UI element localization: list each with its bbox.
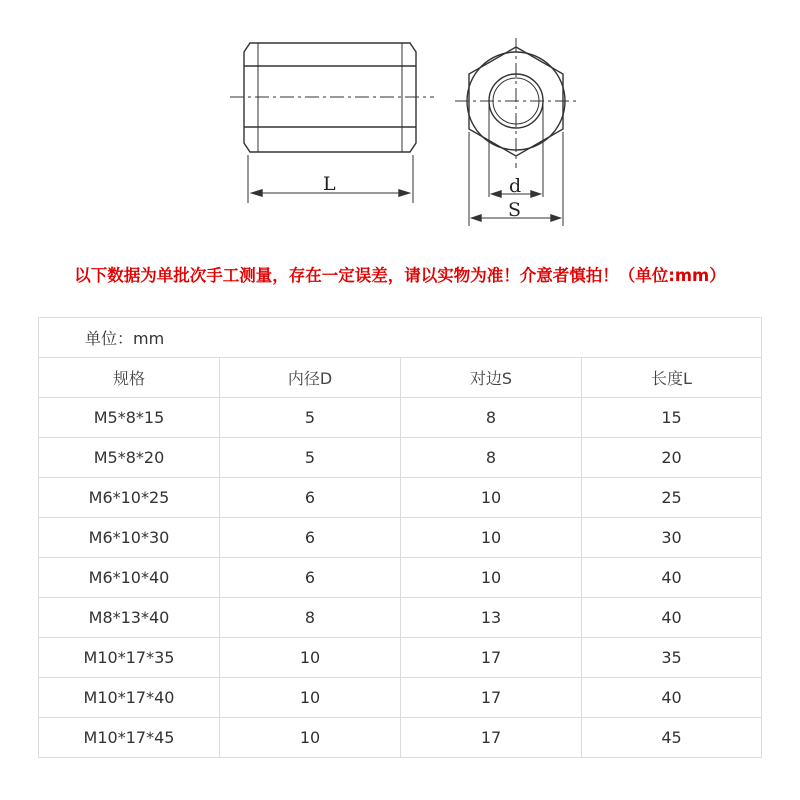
table-row — [39, 478, 762, 518]
cell-across-flats: 8 — [401, 398, 582, 438]
front-view — [455, 38, 578, 226]
cell-across-flats: 10 — [401, 558, 582, 598]
measurement-warning: 以下数据为单批次手工测量，存在一定误差，请以实物为准！介意者慎拍！（单位:mm） — [74, 266, 726, 285]
spec-table — [38, 317, 762, 758]
cell-spec: M5*8*20 — [39, 438, 220, 478]
table-row — [39, 598, 762, 638]
across-flats-label: S — [508, 199, 522, 221]
table-row — [39, 438, 762, 478]
table-row — [39, 518, 762, 558]
header-spec: 规格 — [39, 358, 220, 398]
cell-across-flats: 17 — [401, 678, 582, 718]
cell-inner-diameter: 6 — [220, 518, 401, 558]
cell-inner-diameter: 6 — [220, 558, 401, 598]
cell-across-flats: 10 — [401, 478, 582, 518]
table-row — [39, 558, 762, 598]
cell-inner-diameter: 6 — [220, 478, 401, 518]
cell-length: 25 — [582, 478, 762, 518]
cell-inner-diameter: 10 — [220, 678, 401, 718]
cell-length: 20 — [582, 438, 762, 478]
cell-length: 15 — [582, 398, 762, 438]
cell-length: 40 — [582, 598, 762, 638]
cell-spec: M5*8*15 — [39, 398, 220, 438]
cell-length: 40 — [582, 558, 762, 598]
table-row — [39, 638, 762, 678]
cell-length: 30 — [582, 518, 762, 558]
cell-across-flats: 13 — [401, 598, 582, 638]
cell-spec: M10*17*35 — [39, 638, 220, 678]
header-length: 长度L — [582, 358, 762, 398]
header-across-flats: 对边S — [401, 358, 582, 398]
header-row — [39, 358, 762, 398]
inner-diameter-label: d — [509, 175, 522, 197]
cell-spec: M6*10*40 — [39, 558, 220, 598]
cell-inner-diameter: 5 — [220, 438, 401, 478]
cell-inner-diameter: 10 — [220, 718, 401, 758]
cell-across-flats: 17 — [401, 638, 582, 678]
table-row — [39, 398, 762, 438]
cell-length: 40 — [582, 678, 762, 718]
technical-drawing — [0, 0, 800, 240]
cell-spec: M10*17*45 — [39, 718, 220, 758]
cell-across-flats: 10 — [401, 518, 582, 558]
cell-inner-diameter: 10 — [220, 638, 401, 678]
cell-spec: M6*10*25 — [39, 478, 220, 518]
hex-coupling-nut-drawing — [0, 0, 800, 240]
unit-row — [39, 318, 762, 358]
cell-spec: M8*13*40 — [39, 598, 220, 638]
cell-across-flats: 8 — [401, 438, 582, 478]
cell-length: 35 — [582, 638, 762, 678]
cell-spec: M10*17*40 — [39, 678, 220, 718]
header-inner-diameter: 内径D — [220, 358, 401, 398]
cell-length: 45 — [582, 718, 762, 758]
cell-spec: M6*10*30 — [39, 518, 220, 558]
unit-label: 单位：mm — [39, 318, 762, 358]
cell-inner-diameter: 8 — [220, 598, 401, 638]
cell-across-flats: 17 — [401, 718, 582, 758]
length-label: L — [323, 173, 336, 195]
table-row — [39, 718, 762, 758]
cell-inner-diameter: 5 — [220, 398, 401, 438]
table-row — [39, 678, 762, 718]
